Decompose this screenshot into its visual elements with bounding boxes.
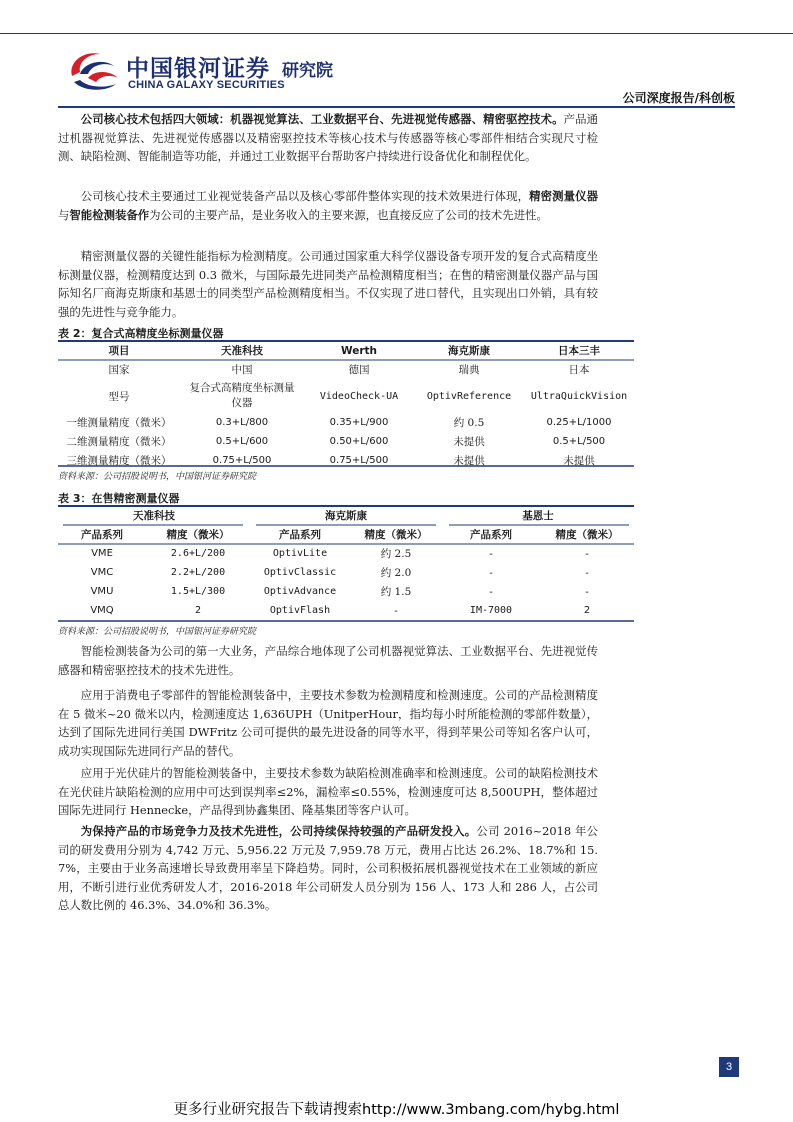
company-logo (66, 48, 366, 94)
company-name-cn: 中国银河证券 (126, 56, 270, 82)
header-rule (58, 106, 735, 108)
rnd-lead: 为保持产品的市场竞争力及技术先进性，公司持续保持较强的产品研发投入。 (80, 824, 477, 838)
table3-group: 海克斯康 (325, 510, 367, 522)
table-row: VMU 1.5+L/300 OptivAdvance 约 1.5 - - (90, 585, 589, 598)
table-row: VME 2.6+L/200 OptivLite 约 2.5 - - (91, 547, 589, 560)
table-row: 国家 中国 德国 瑞典 日本 (108, 364, 590, 376)
paragraph-products: 公司核心技术主要通过工业视觉装备产品以及核心零部件整体实现的技术效果进行体现，精密测量仪器与智能检测装备作为公司的主要产品，是业务收入的主要来源，也直接反应了公司的技术先进性。 (58, 189, 598, 222)
footer-download-link[interactable]: 更多行业研究报告下载请搜索http://www.3mbang.com/hybg.html (173, 1102, 620, 1118)
table3-subheader: 产品系列 (470, 529, 512, 541)
table2-header: 天准科技 (221, 345, 263, 357)
table-row: VMC 2.2+L/200 OptivClassic 约 2.0 - - (90, 566, 589, 579)
page-number: 3 (719, 1057, 739, 1077)
galaxy-logo-icon (66, 48, 122, 94)
paragraph-core-tech: 公司核心技术包括四大领域：机器视觉算法、工业数据平台、先进视觉传感器、精密驱控技术。产品通过机器视觉算法、先进视觉传感器以及精密驱控技术等核心技术与传感器等核心零部件相结合实现尺寸检测、缺陷检测、智能制造等功能，并通过工业数据平台帮助客户持续进行设备优化和制程优化。 (58, 112, 598, 163)
paragraph-inspection: 智能检测装备为公司的第一大业务，产品综合地体现了公司机器视觉算法、工业数据平台、先进视觉传感器和精密驱控技术的技术先进性。 (58, 644, 598, 677)
table2-header: 海克斯康 (448, 345, 490, 357)
table3-source: 资料来源：公司招股说明书，中国银河证券研究院 (58, 627, 257, 637)
institute-name: 研究院 (282, 61, 333, 81)
table3-subheader: 精度（微米） (364, 529, 428, 541)
paragraph-precision: 精密测量仪器的关键性能指标为检测精度。公司通过国家重大科学仪器设备专项开发的复合式高精度坐标测量仪器，检测精度达到 0.3 微米，与国际最先进同类产品检测精度相当；在售的精密测量仪器产品与国际知名厂商海克斯康和基恩士的同类型产品检测精度相当。不仅实现了进口替代，且实现出口外销，具有较强的先进性与竞争能力。 (58, 249, 598, 319)
table-row: 三维测量精度（微米） 0.75+L/500 0.75+L/500 未提供 未提供 (66, 455, 595, 467)
table3-group: 基恩士 (522, 510, 554, 522)
table-row: 二维测量精度（微米） 0.5+L/600 0.50+L/600 未提供 0.5+L/500 (66, 436, 606, 448)
table2-caption: 表 2：复合式高精度坐标测量仪器 (58, 327, 224, 340)
table-row: 一维测量精度（微米） 0.3+L/800 0.35+L/900 约 0.5 0.25+L/1000 (66, 417, 612, 429)
top-rule (0, 33, 793, 34)
table3-subheader: 精度（微米） (555, 529, 619, 541)
company-name-en: CHINA GALAXY SECURITIES (128, 79, 285, 91)
table2-source: 资料来源：公司招股说明书，中国银河证券研究院 (58, 472, 257, 482)
table3 (58, 506, 634, 620)
report-type: 公司深度报告/科创板 (622, 91, 735, 105)
table2-header: 日本三丰 (558, 345, 600, 357)
table-row: 型号 复合式高精度坐标测量仪器 VideoCheck-UA OptivReference UltraQuickVision (108, 382, 628, 409)
paragraph-photovoltaic: 应用于光伏硅片的智能检测装备中，主要技术参数为缺陷检测准确率和检测速度。公司的缺陷检测技术在光伏硅片缺陷检测的应用中可达到误判率≤2%，漏检率≤0.55%，检测速度可达 8,500UPH，整体超过国际先进同行 Hennecke，产品得到协鑫集团、隆基集团等客户认可。 (58, 766, 598, 817)
table3-subheader: 精度（微米） (166, 529, 230, 541)
paragraph-consumer-electronics: 应用于消费电子零部件的智能检测装备中，主要技术参数为检测精度和检测速度。公司的产品检测精度在 5 微米~20 微米以内，检测速度达 1,636UPH（UnitperHour，指均每小时所能检测的零部件数量），达到了国际先进同行美国 DWFritz 公司可提供的最先进设备的同等水平，得到苹果公司等知名客户认可，成功实现国际先进同行产品的替代。 (58, 688, 598, 758)
core-tech-lead: 公司核心技术包括四大领域：机器视觉算法、工业数据平台、先进视觉传感器、精密驱控技术。 (80, 112, 564, 126)
table3-group: 天准科技 (133, 510, 175, 522)
table3-subheader: 产品系列 (279, 529, 321, 541)
table2-header: Werth (340, 344, 377, 357)
table2-header: 项目 (108, 345, 130, 357)
table3-caption: 表 3：在售精密测量仪器 (58, 492, 180, 505)
table-row: VMQ 2 OptivFlash - IM-7000 2 (90, 604, 591, 617)
table3-subheader: 产品系列 (81, 529, 123, 541)
table2 (58, 341, 634, 470)
paragraph-rnd: 为保持产品的市场竞争力及技术先进性，公司持续保持较强的产品研发投入。公司 2016~2018 年公司的研发费用分别为 4,742 万元、5,956.22 万元及 7,959.78 万元，费用占比达 26.2%、18.7%和 15.7%，主要由于业务高速增长导致费用率呈下降趋势。同时，公司积极拓展机器视觉技术在工业领域的新应用，不断引进行业优秀研发人才，2016-2018 年公司研发人员分别为 156 人、173 人和 286 人，占公司总人数比例的 46.3%、34.0%和 36.3%。 (58, 824, 598, 912)
